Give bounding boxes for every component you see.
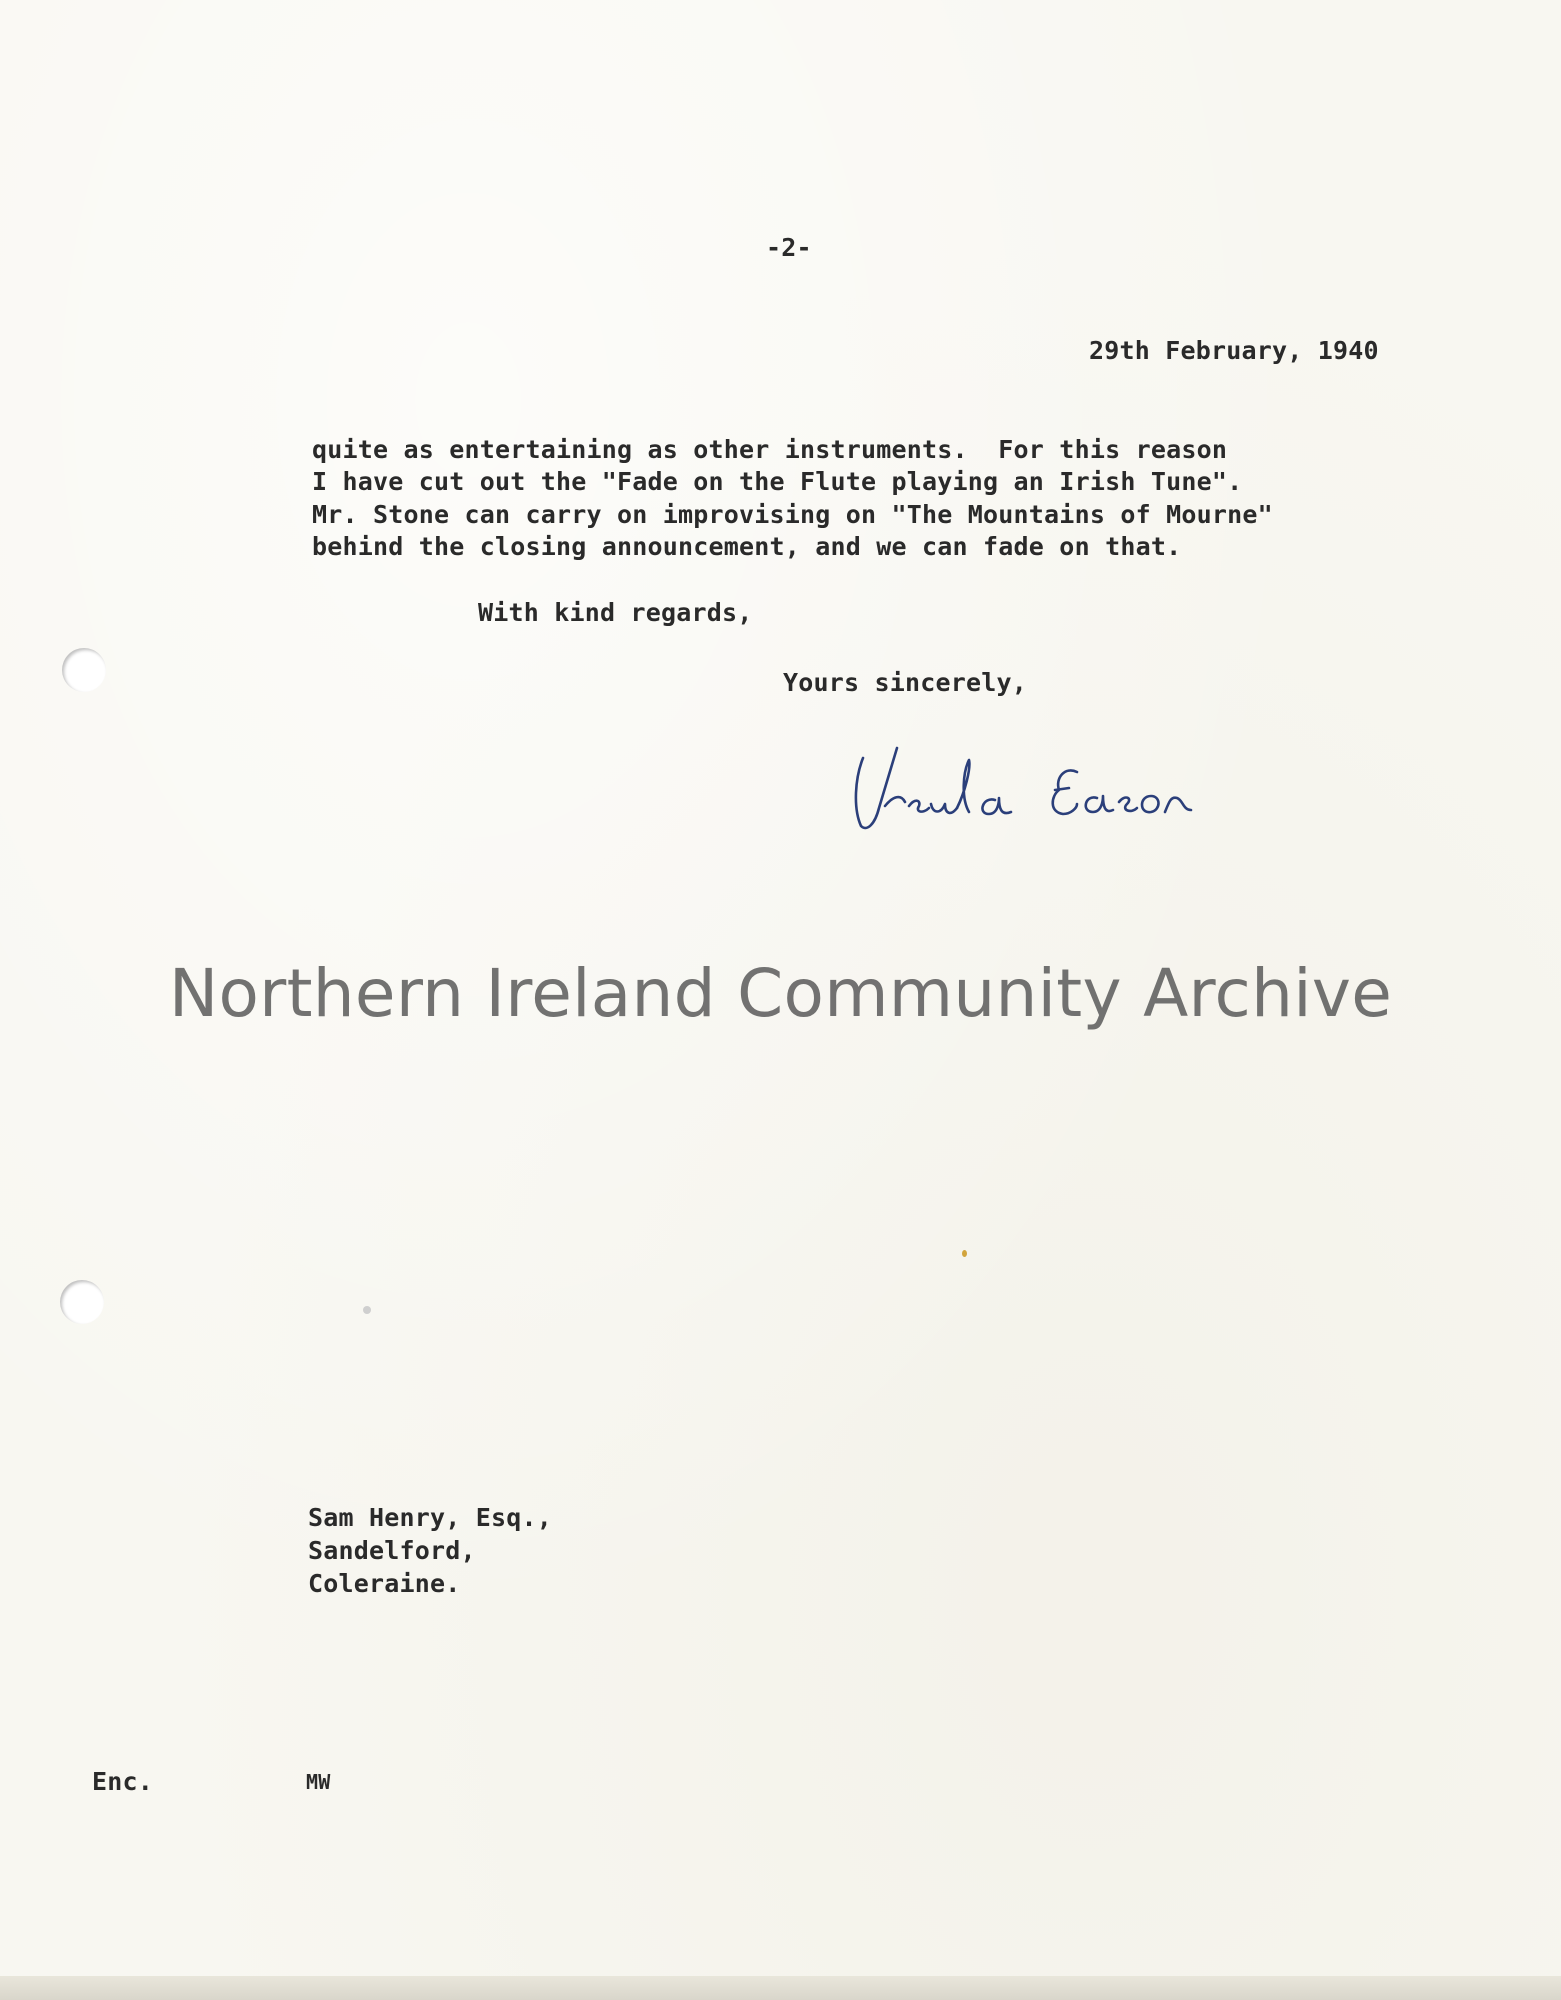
body-line: quite as entertaining as other instruments. For this reason <box>312 435 1228 464</box>
page-number: -2- <box>766 233 812 262</box>
punch-hole <box>60 1280 104 1324</box>
handwritten-signature <box>845 728 1225 838</box>
paper-speck <box>962 1250 967 1257</box>
page-bottom-edge <box>0 1976 1561 2000</box>
letter-date: 29th February, 1940 <box>1089 336 1379 365</box>
recipient-address-line: Sandelford, <box>308 1536 476 1565</box>
recipient-name: Sam Henry, Esq., <box>308 1503 553 1532</box>
enclosure-note: Enc. <box>92 1767 154 1796</box>
watermark-text: Northern Ireland Community Archive <box>168 955 1393 1032</box>
body-line: Mr. Stone can carry on improvising on "The Mountains of Mourne" <box>312 500 1273 529</box>
paper-speck <box>363 1306 371 1314</box>
typist-initials: MW <box>306 1770 331 1794</box>
body-line: I have cut out the "Fade on the Flute playing an Irish Tune". <box>312 467 1243 496</box>
punch-hole <box>62 648 106 692</box>
recipient-address-line: Coleraine. <box>308 1569 461 1598</box>
signoff-line: Yours sincerely, <box>783 668 1028 697</box>
closing-line: With kind regards, <box>478 598 753 627</box>
body-line: behind the closing announcement, and we can fade on that. <box>312 532 1182 561</box>
